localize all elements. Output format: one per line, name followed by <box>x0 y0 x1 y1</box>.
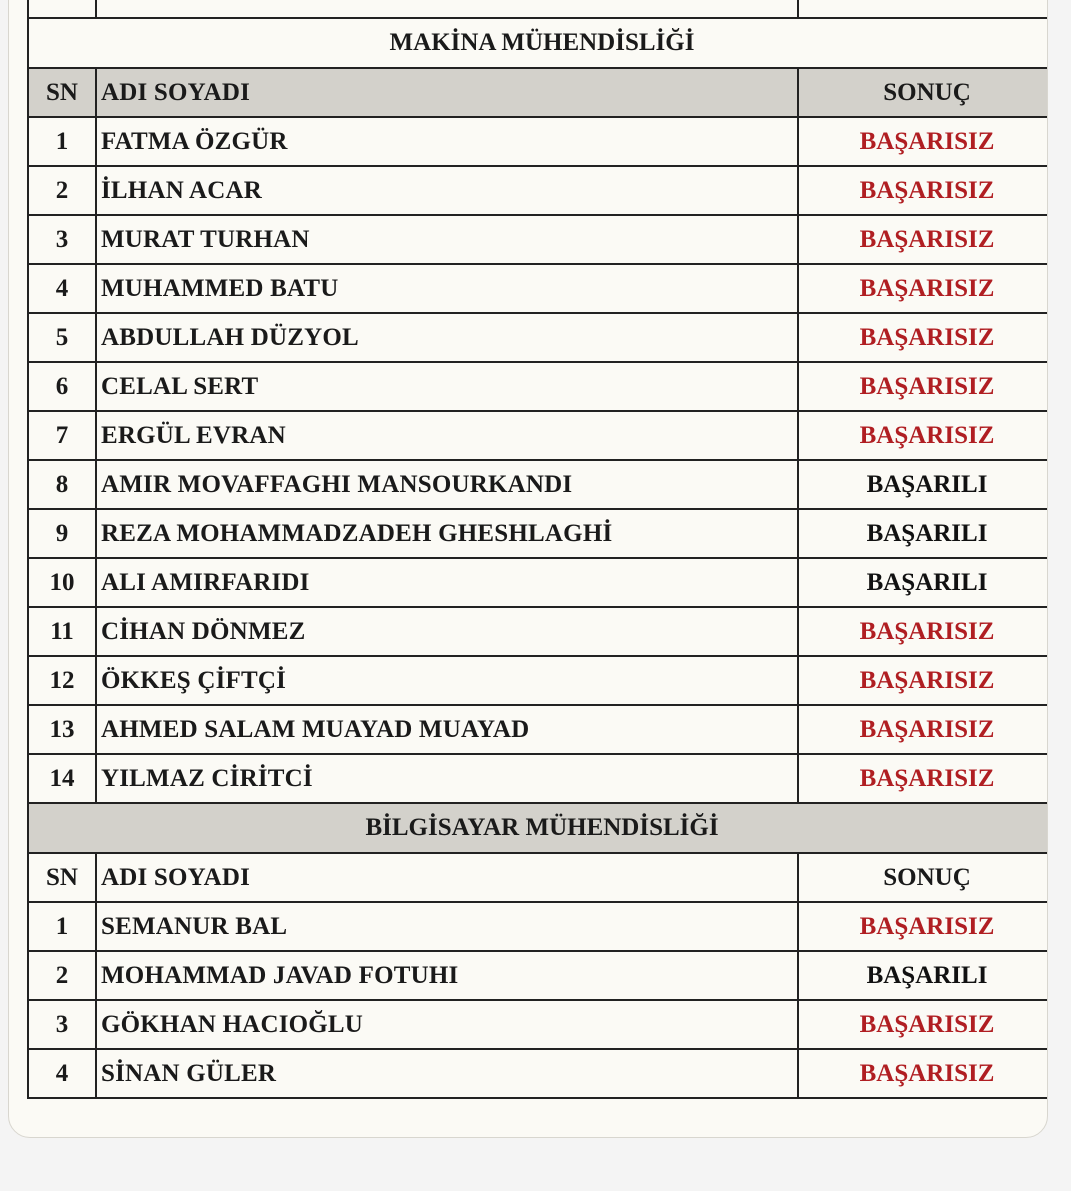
row-number: 9 <box>28 509 96 558</box>
header-sn: SN <box>28 853 96 902</box>
result-status: BAŞARISIZ <box>798 1000 1048 1049</box>
table-row <box>28 705 1048 754</box>
row-number: 13 <box>28 705 96 754</box>
row-number: 12 <box>28 656 96 705</box>
result-status: BAŞARISIZ <box>798 362 1048 411</box>
result-status: BAŞARISIZ <box>798 607 1048 656</box>
student-name: FATMA ÖZGÜR <box>96 117 798 166</box>
row-number: 10 <box>28 558 96 607</box>
table-row <box>28 215 1048 264</box>
result-status: BAŞARISIZ <box>798 117 1048 166</box>
row-number: 7 <box>28 411 96 460</box>
row-number: 14 <box>28 754 96 803</box>
column-header-row <box>28 68 1048 117</box>
header-name: ADI SOYADI <box>96 68 798 117</box>
table-row <box>28 362 1048 411</box>
student-name: CELAL SERT <box>96 362 798 411</box>
table-cell <box>28 0 96 18</box>
results-document <box>8 0 1048 1138</box>
student-name: SİNAN GÜLER <box>96 1049 798 1098</box>
result-status: BAŞARISIZ <box>798 902 1048 951</box>
table-row <box>28 902 1048 951</box>
table-cell <box>798 0 1048 18</box>
result-status: BAŞARISIZ <box>798 1049 1048 1098</box>
row-number: 1 <box>28 902 96 951</box>
header-result: SONUÇ <box>798 68 1048 117</box>
table-row <box>28 411 1048 460</box>
table-cell <box>96 0 798 18</box>
row-number: 11 <box>28 607 96 656</box>
row-number: 4 <box>28 1049 96 1098</box>
column-header-row <box>28 853 1048 902</box>
table-row <box>28 117 1048 166</box>
student-name: ERGÜL EVRAN <box>96 411 798 460</box>
row-number: 3 <box>28 215 96 264</box>
student-name: SEMANUR BAL <box>96 902 798 951</box>
table-row <box>28 264 1048 313</box>
result-status: BAŞARILI <box>798 558 1048 607</box>
result-status: BAŞARISIZ <box>798 705 1048 754</box>
section-title-row <box>28 18 1048 68</box>
table-row <box>28 1049 1048 1098</box>
table-row <box>28 951 1048 1000</box>
header-result: SONUÇ <box>798 853 1048 902</box>
result-status: BAŞARISIZ <box>798 264 1048 313</box>
result-status: BAŞARILI <box>798 460 1048 509</box>
student-name: MURAT TURHAN <box>96 215 798 264</box>
results-table <box>27 0 1048 1099</box>
student-name: MUHAMMED BATU <box>96 264 798 313</box>
student-name: REZA MOHAMMADZADEH GHESHLAGHİ <box>96 509 798 558</box>
table-row <box>28 558 1048 607</box>
row-number: 1 <box>28 117 96 166</box>
student-name: YILMAZ CİRİTCİ <box>96 754 798 803</box>
section-title: MAKİNA MÜHENDİSLİĞİ <box>28 18 1048 68</box>
table-row <box>28 460 1048 509</box>
table-row <box>28 656 1048 705</box>
row-number: 4 <box>28 264 96 313</box>
student-name: İLHAN ACAR <box>96 166 798 215</box>
row-number: 6 <box>28 362 96 411</box>
table-row <box>28 166 1048 215</box>
table-row <box>28 313 1048 362</box>
result-status: BAŞARILI <box>798 509 1048 558</box>
header-name: ADI SOYADI <box>96 853 798 902</box>
row-number: 5 <box>28 313 96 362</box>
table-row <box>28 509 1048 558</box>
result-status: BAŞARILI <box>798 951 1048 1000</box>
student-name: ALI AMIRFARIDI <box>96 558 798 607</box>
result-status: BAŞARISIZ <box>798 313 1048 362</box>
result-status: BAŞARISIZ <box>798 166 1048 215</box>
row-number: 3 <box>28 1000 96 1049</box>
result-status: BAŞARISIZ <box>798 656 1048 705</box>
table-row <box>28 754 1048 803</box>
student-name: MOHAMMAD JAVAD FOTUHI <box>96 951 798 1000</box>
student-name: GÖKHAN HACIOĞLU <box>96 1000 798 1049</box>
student-name: AHMED SALAM MUAYAD MUAYAD <box>96 705 798 754</box>
section-title: BİLGİSAYAR MÜHENDİSLİĞİ <box>28 803 1048 853</box>
table-row <box>28 1000 1048 1049</box>
result-status: BAŞARISIZ <box>798 411 1048 460</box>
student-name: ÖKKEŞ ÇİFTÇİ <box>96 656 798 705</box>
cut-off-row <box>28 0 1048 18</box>
student-name: CİHAN DÖNMEZ <box>96 607 798 656</box>
header-sn: SN <box>28 68 96 117</box>
result-status: BAŞARISIZ <box>798 215 1048 264</box>
student-name: ABDULLAH DÜZYOL <box>96 313 798 362</box>
row-number: 2 <box>28 166 96 215</box>
section-title-row <box>28 803 1048 853</box>
table-row <box>28 607 1048 656</box>
student-name: AMIR MOVAFFAGHI MANSOURKANDI <box>96 460 798 509</box>
row-number: 8 <box>28 460 96 509</box>
result-status: BAŞARISIZ <box>798 754 1048 803</box>
row-number: 2 <box>28 951 96 1000</box>
